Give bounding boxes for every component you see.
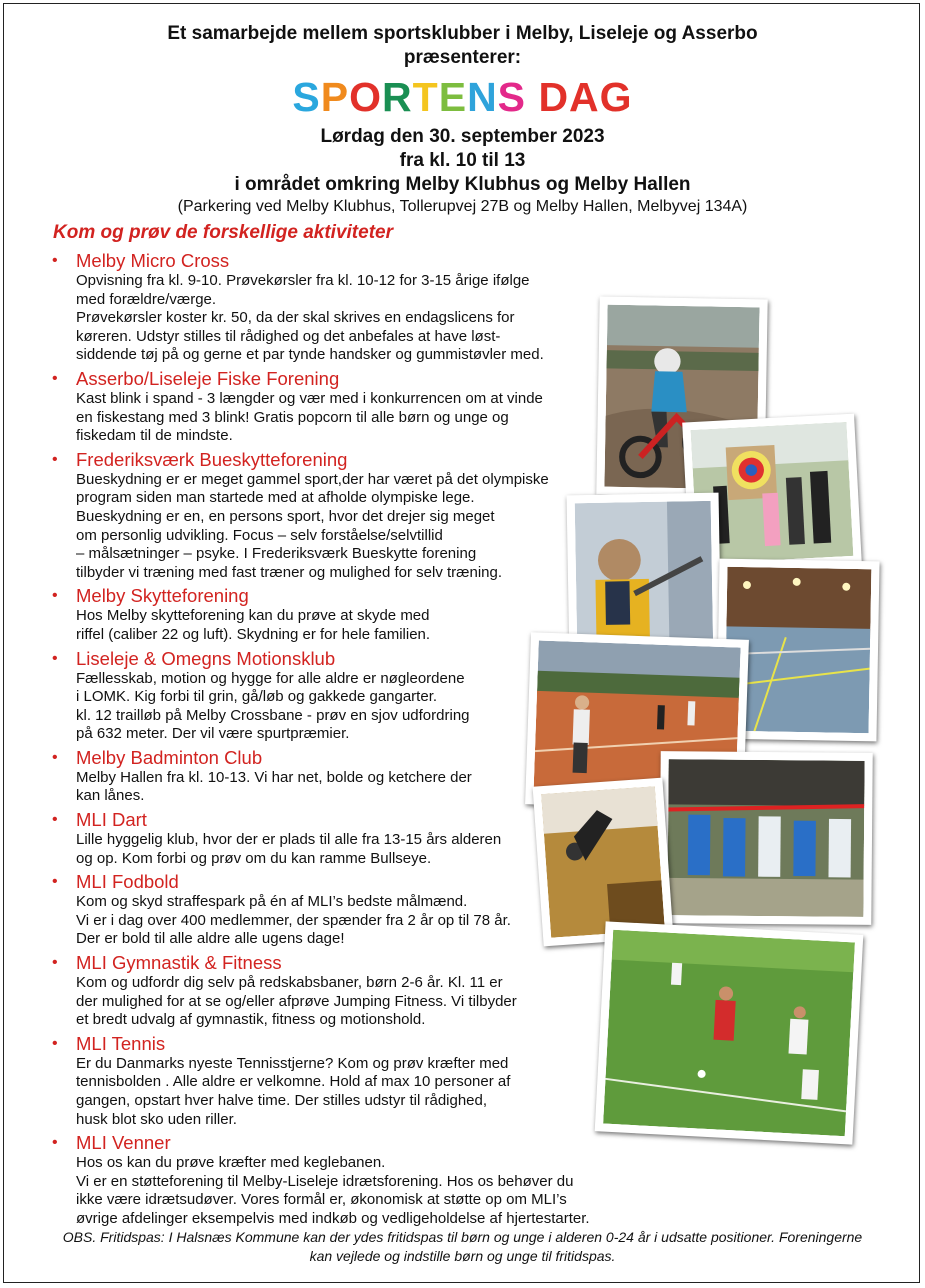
footer-line-1: OBS. Fritidspas: I Halsnæs Kommune kan der ydes fritidspas til børn og unge i alderen 0-24 år i udsatte positioner. Foreningerne xyxy=(62,1229,863,1245)
bullet-icon: • xyxy=(52,252,58,269)
photo-football xyxy=(595,921,864,1144)
activity-description: Melby Hallen fra kl. 10-13. Vi har net, bolde og ketchere der kan lånes. xyxy=(76,768,472,805)
event-date: Lørdag den 30. september 2023 xyxy=(320,126,605,147)
bullet-icon: • xyxy=(52,649,58,667)
activity-description: Opvisning fra kl. 9-10. Prøvekørsler fra kl. 10-12 for 3-15 årige ifølge med forældre/værge. Prøvekørsler koster kr. 50, da der skal skrives en endagslicens for køreren. Udstyr stilles til rådighed og det anbefales at have løst- siddende tøj på og gerne et par tynde handsker og gummistøvler med. xyxy=(76,272,544,364)
activity-title: Asserbo/Liseleje Fiske Forening xyxy=(76,367,340,389)
title-letter: O xyxy=(349,74,383,120)
dart-group-image xyxy=(667,759,864,917)
activity-title: MLI Tennis xyxy=(76,1032,166,1054)
header xyxy=(0,22,925,217)
bullet-icon: • xyxy=(52,748,58,766)
activity-description: Kom og skyd straffespark på én af MLI’s bedste målmænd. Vi er i dag over 400 medlemmer, der spænder fra 2 år op til 78 år. Der er bold til alle aldre alle ugens dage! xyxy=(76,893,511,948)
footer-line-2: kan vejlede og indstille børn og unge til fritidspas. xyxy=(309,1248,616,1264)
title-letter: G xyxy=(599,74,633,120)
bullet-icon: • xyxy=(52,369,58,387)
activity-item xyxy=(52,449,652,583)
photo-gymnastics xyxy=(533,778,674,947)
title-letter: E xyxy=(438,74,468,120)
activity-title: Frederiksværk Bueskytteforening xyxy=(76,448,348,470)
activity-title: MLI Fodbold xyxy=(76,871,179,893)
bullet-icon: • xyxy=(52,1034,58,1052)
intro-line-2: præsenterer: xyxy=(403,47,522,68)
parking-info: (Parkering ved Melby Klubhus, Tollerupvej 27B og Melby Hallen, Melbyvej 134A) xyxy=(177,198,748,215)
activity-description: Kast blink i spand - 3 længder og vær med i konkurrencen om at vinde en fiskestang med 3 blink! Gratis popcorn til alle børn og unge og fiskedam til de mindste. xyxy=(76,389,543,445)
bullet-icon: • xyxy=(52,954,58,972)
activities-heading: Kom og prøv de forskellige aktiviteter xyxy=(53,222,393,243)
bullet-icon: • xyxy=(52,587,58,605)
title-letter: S xyxy=(292,74,321,120)
activity-description: Hos os kan du prøve kræfter med keglebanen. Vi er en støtteforening til Melby-Liseleje idrætsforening. Hos os behøver du ikke være idrætsudøver. Vores formål er, økonomisk at støtte op om MLI’s øvrige afdelinger eksempelvis med indkøb og vedligeholdelse af hjertestarter. xyxy=(76,1154,590,1227)
title-letter: A xyxy=(569,74,600,120)
activity-title: Melby Skytteforening xyxy=(76,585,249,607)
activity-description: Fællesskab, motion og hygge for alle aldre er nøgleordene i LOMK. Kig forbi til grin, gå/løb og gakkede gangarter. kl. 12 trailløb på Melby Crossbane - prøv en sjov udfordring på 632 meter. Der vil være spurtpræmier. xyxy=(76,669,470,743)
bullet-icon: • xyxy=(52,450,58,468)
activity-title: Melby Badminton Club xyxy=(76,746,263,768)
title-letter xyxy=(526,74,538,120)
photo-dart-group xyxy=(659,751,872,925)
bullet-icon: • xyxy=(52,873,58,891)
footer-note xyxy=(20,1228,905,1266)
bullet-icon: • xyxy=(52,1134,58,1152)
activity-description: Er du Danmarks nyeste Tennisstjerne? Kom og prøv kræfter med tennisbolden . Alle aldre er velkomne. Hold af max 10 personer af gangen, opstart hver halve time. Der stilles udstyr til rådighed, husk blot sko uden riller. xyxy=(76,1054,511,1128)
title-letter: R xyxy=(382,74,413,120)
activity-title: MLI Gymnastik & Fitness xyxy=(76,952,282,974)
event-title xyxy=(0,74,925,120)
activity-description: Hos Melby skytteforening kan du prøve at skyde med riffel (caliber 22 og luft). Skydning er for hele familien. xyxy=(76,607,431,643)
gymnastics-image xyxy=(541,786,665,938)
activity-item xyxy=(52,368,652,446)
title-letter: S xyxy=(497,74,527,120)
bullet-icon: • xyxy=(52,811,58,829)
activity-item xyxy=(52,1033,652,1129)
activity-title: Liseleje & Omegns Motionsklub xyxy=(76,647,336,669)
intro-line-1: Et samarbejde mellem sportsklubber i Melby, Liseleje og Asserbo xyxy=(167,23,758,44)
activity-item xyxy=(52,952,652,1030)
event-time: fra kl. 10 til 13 xyxy=(399,150,526,171)
title-letter: P xyxy=(320,74,350,120)
activity-title: MLI Dart xyxy=(76,809,147,831)
activity-title: Melby Micro Cross xyxy=(76,250,230,271)
title-letter: D xyxy=(538,74,570,120)
football-image xyxy=(603,930,855,1136)
activity-title: MLI Venner xyxy=(76,1132,171,1154)
event-place: i området omkring Melby Klubhus og Melby Hallen xyxy=(234,174,691,195)
activity-description: Lille hyggelig klub, hvor der er plads til alle fra 13-15 års alderen og op. Kom forbi og prøv om du kan ramme Bullseye. xyxy=(76,831,502,867)
title-letter: N xyxy=(467,74,498,120)
title-letter: T xyxy=(412,74,439,120)
activity-item xyxy=(52,1132,652,1228)
activity-item xyxy=(52,250,652,365)
activity-description: Kom og udfordr dig selv på redskabsbaner, børn 2-6 år. Kl. 11 er der mulighed for at se og/eller afprøve Jumping Fitness. Vi tilbyder et bredt udvalg af gymnastik, fitness og motionshold. xyxy=(76,974,517,1029)
activity-description: Bueskydning er er meget gammel sport,der har været på det olympiske program siden man startede med at afholde olympiske lege. Bueskydning er en, en persons sport, hvor det drejer sig meget om personlig udvikling. Focus – selv forståelse/selvtillid – målsætninger – psyke. I Frederiksværk Bueskytte forening tilbyder vi træning med fast træner og mulighed for selv træning. xyxy=(76,470,549,581)
